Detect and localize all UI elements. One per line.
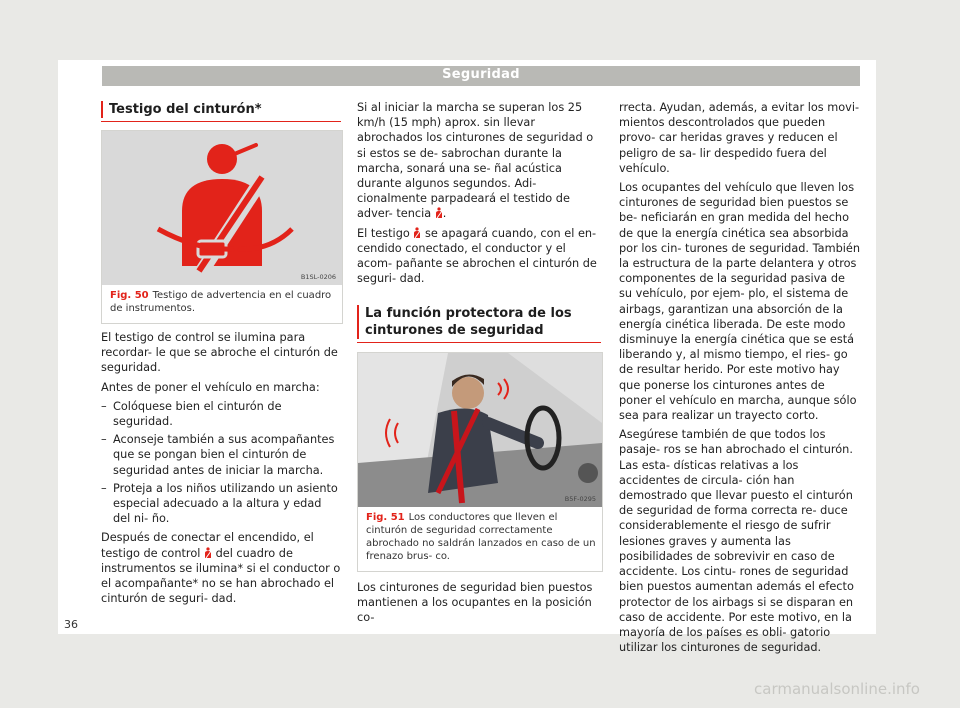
figure-label: Fig. 50 (110, 290, 149, 301)
dash: – (101, 399, 107, 413)
list-item: – Proteja a los niños utilizando un asiento especial adecuado a la altura y edad del ni- ño. (101, 481, 338, 526)
figure-51 (357, 352, 603, 572)
paragraph: Los cinturones de seguridad bien puestos mantienen a los ocupantes en la posición co- (357, 581, 593, 625)
column-1-body (101, 330, 341, 610)
instruction-list (101, 399, 341, 527)
seatbelt-warning-icon (102, 131, 342, 285)
paragraph: Los ocupantes del vehículo que lleven los cinturones de seguridad bien puestos se be- neficiarán en gran medida del hecho de que la energía cinética sea absorbida por los cin- turones de seguridad. También la estructura de la parte delantera y otros componentes de la seguridad pasiva de su vehículo, por ejem- plo, el sistema de airbags, garantizan una absorción de la energía cinética liberada. De este modo disminuye la energía cinética que se está liberando y, al mismo tiempo, el ries- go de resultar herido. Por este motivo hay que ponerse los cinturones antes de poner el vehículo en marcha, aunque sólo sea para realizar un trayecto corto. (619, 181, 860, 423)
section-heading-seatbelt-warning (101, 101, 341, 122)
paragraph: Después de conectar el encendido, el testigo de control del cuadro de instrumentos se ilumina* si el conductor o el acompañante* no se han abrochado el cinturón de seguri- dad. (101, 531, 341, 606)
driver-with-seatbelt-image (358, 353, 602, 507)
dash: – (101, 481, 107, 495)
seatbelt-warning-icon (204, 547, 212, 558)
seatbelt-warning-icon (413, 227, 421, 238)
section-title: Testigo del cinturón* (101, 101, 341, 118)
paragraph: El testigo de control se ilumina para recordar- le que se abroche el cinturón de seguridad. (101, 331, 338, 375)
caption-text: Testigo de advertencia en el cuadro de instrumentos. (110, 290, 332, 314)
dash: – (101, 433, 107, 447)
seatbelt-warning-image (102, 131, 342, 285)
figure-50 (101, 130, 343, 324)
watermark: carmanualsonline.info (754, 680, 920, 698)
column-3-body (619, 100, 861, 659)
figure-code: B5F-0295 (564, 495, 596, 503)
paragraph: rrecta. Ayudan, además, a evitar los movi- mientos descontrolados que pueden provo- car heridas graves y reducen el peligro de sa- lir despedido fuera del vehículo. (619, 101, 860, 175)
paragraph: Asegúrese también de que todos los pasaje- ros se han abrochado el cinturón. Las esta- dísticas relativas a los accidentes de circula- ción han demostrado que llevar puesto el cinturón de seguridad de forma correcta re- duce considerablemente el riesgo de sufrir lesiones graves y aumenta las posibilidades de sobrevivir en caso de accidente. Los cintu- rones de seguridad bien puestos aumentan además el efecto protector de los airbags si se disparan en caso de accidente. Por este motivo, en la mayoría de los países es obli- gatorio utilizar los cinturones de seguridad. (619, 428, 854, 655)
section-heading-seatbelt-function (357, 305, 601, 343)
figure-code: B1SL-0206 (300, 273, 336, 281)
column-2-body-bottom (357, 580, 601, 630)
figure-caption (110, 289, 336, 315)
list-item: – Aconseje también a sus acompañantes que se pongan bien el cinturón de seguridad antes de iniciar la marcha. (101, 433, 335, 477)
seatbelt-warning-icon (435, 207, 443, 218)
section-title: La función protectora de los cinturones de seguridad (357, 305, 601, 339)
paragraph: El testigo se apagará cuando, con el en- cendido conectado, el conductor y el acom- pañante se abrochen el cinturón de seguri- dad. (357, 226, 597, 286)
section-underline (101, 121, 341, 122)
page-number: 36 (64, 618, 78, 631)
figure-caption (366, 511, 596, 563)
paragraph: Antes de poner el vehículo en marcha: (101, 380, 320, 394)
header-bar (102, 66, 860, 86)
list-item: – Colóquese bien el cinturón de seguridad. (101, 399, 282, 429)
caption-text: Los conductores que lleven el cinturón de seguridad correctamente abrochado no saldrán lanzados en caso de un frenazo brus- co. (366, 512, 596, 562)
section-underline (357, 342, 601, 343)
header-title: Seguridad (442, 67, 520, 82)
figure-label: Fig. 51 (366, 512, 405, 523)
paragraph: Si al iniciar la marcha se superan los 25 km/h (15 mph) aprox. sin llevar abrochados los cinturones de seguridad o si estos se de- sabrochan durante la marcha, sonará una se- ñal acústica durante algunos segundos. Adi- cionalmente parpadeará el testido de adver- tencia . (357, 101, 594, 221)
column-2-body (357, 100, 601, 290)
driver-illustration (358, 353, 602, 507)
